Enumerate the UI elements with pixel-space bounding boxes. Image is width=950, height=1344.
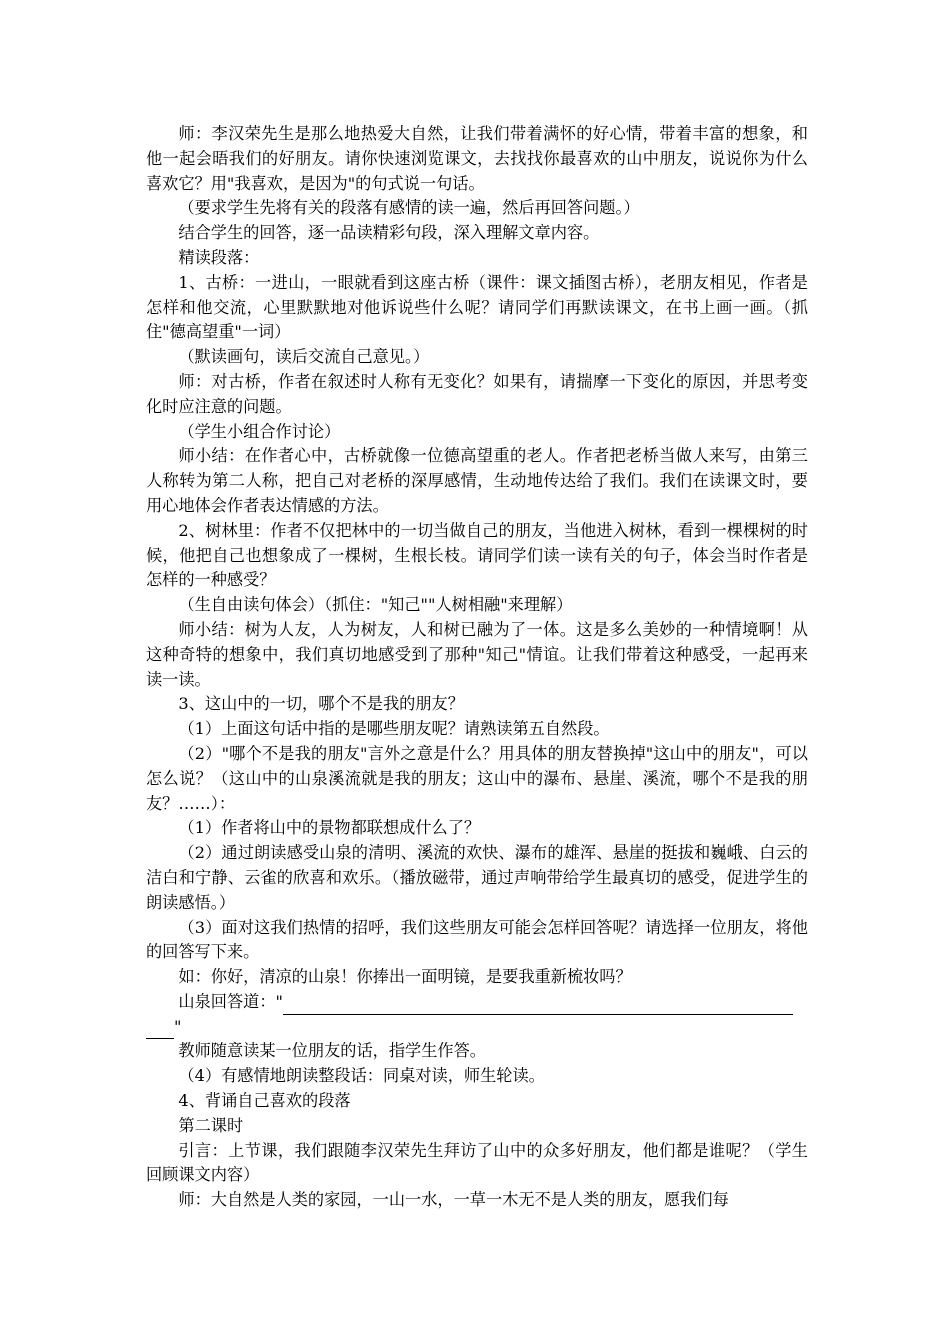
document-page: [146, 122, 808, 1213]
paragraph: 引言：上节课，我们跟随李汉荣先生拜访了山中的众多好朋友，他们都是谁呢？（学生回顾课文内容）: [146, 1140, 808, 1185]
paragraph: 师小结：在作者心中，古桥就像一位德高望重的老人。作者把老桥当做人来写，由第三人称转为第二人称，把自己对老桥的深厚感情，生动地传达给了我们。我们在读课文时，要用心地体会作者表达情感的方法。: [146, 446, 808, 515]
paragraph: 2、树林里：作者不仅把林中的一切当做自己的朋友，当他进入树林，看到一棵棵树的时候，他把自己也想象成了一棵树，生根长枝。请同学们读一读有关的句子，体会当时作者是怎样的一种感受？: [146, 520, 808, 590]
paragraph: 师：对古桥，作者在叙述时人称有无变化？如果有，请揣摩一下变化的原因，并思考变化时应注意的问题。: [146, 371, 808, 416]
paragraph: （生自由读句体会）（抓住："知己""人树相融"来理解）: [178, 595, 573, 615]
paragraph: 4、背诵自己喜欢的段落: [178, 1091, 351, 1111]
section-heading: 第二课时: [178, 1115, 244, 1135]
answer-prompt: 山泉回答道：": [178, 991, 283, 1011]
paragraph: （4）有感情地朗读整段话：同桌对读，师生轮读。: [178, 1066, 545, 1086]
paragraph: （2）"哪个不是我的朋友"言外之意是什么？用具体的朋友替换掉"这山中的朋友"，可以怎么说？（这山中的山泉溪流就是我的朋友；这山中的瀑布、悬崖、溪流，哪个不是我的朋友？……）：: [146, 743, 808, 813]
paragraph: （学生小组合作讨论）: [178, 421, 341, 441]
paragraph: 师小结：树为人友，人为树友，人和树已融为了一体。这是多么美妙的一种情境啊！从这种奇特的想象中，我们真切地感受到了那种"知己"情谊。让我们带着这种感受，一起再来读一读。: [146, 619, 808, 689]
paragraph: （3）面对这我们热情的招呼，我们这些朋友可能会怎样回答呢？请选择一位朋友，将他的回答写下来。: [146, 917, 808, 962]
paragraph: 如：你好，清凉的山泉！你捧出一面明镜，是要我重新梳妆吗？: [178, 967, 632, 987]
answer-paragraph: [146, 990, 808, 1040]
paragraph: 师：李汉荣先生是那么地热爱大自然，让我们带着满怀的好心情，带着丰富的想象，和他一起会晤我们的好朋友。请你快速浏览课文，去找找你最喜欢的山中朋友，说说你为什么喜欢它？用"我喜欢，是因为"的句式说一句话。: [146, 124, 808, 193]
paragraph: （2）通过朗读感受山泉的清明、溪流的欢快、瀑布的雄浑、悬崖的挺拔和巍峨、白云的洁白和宁静、云雀的欣喜和欢乐。（播放磁带，通过声响带给学生最真切的感受，促进学生的朗读感悟。）: [146, 843, 808, 912]
paragraph: 3、这山中的一切，哪个不是我的朋友？: [178, 694, 464, 714]
paragraph: 1、古桥：一进山，一眼就看到这座古桥（课件：课文插图古桥），老朋友相见，作者是怎样和他交流，心里默默地对他诉说些什么呢？请同学们再默读课文，在书上画一画。（抓住"德高望重"一词）: [146, 272, 808, 342]
paragraph: （要求学生先将有关的段落有感情的读一遍，然后再回答问题。）: [178, 198, 640, 218]
paragraph: 结合学生的回答，逐一品读精彩句段，深入理解文章内容。: [178, 223, 600, 243]
section-heading: 精读段落：: [178, 247, 260, 267]
paragraph: （1）作者将山中的景物都联想成什么了？: [178, 818, 481, 838]
paragraph: （1）上面这句话中指的是哪些朋友呢？请熟读第五自然段。: [178, 719, 610, 739]
answer-blank-tail: [146, 1020, 174, 1039]
answer-close-quote: ": [174, 1016, 182, 1036]
paragraph: 师：大自然是人类的家园，一山一水，一草一木无不是人类的朋友，愿我们每: [178, 1190, 729, 1210]
paragraph: 教师随意读某一位朋友的话，指学生作答。: [178, 1041, 486, 1061]
answer-blank-line: [283, 996, 793, 1015]
paragraph: （默读画句，读后交流自己意见。）: [178, 347, 430, 367]
